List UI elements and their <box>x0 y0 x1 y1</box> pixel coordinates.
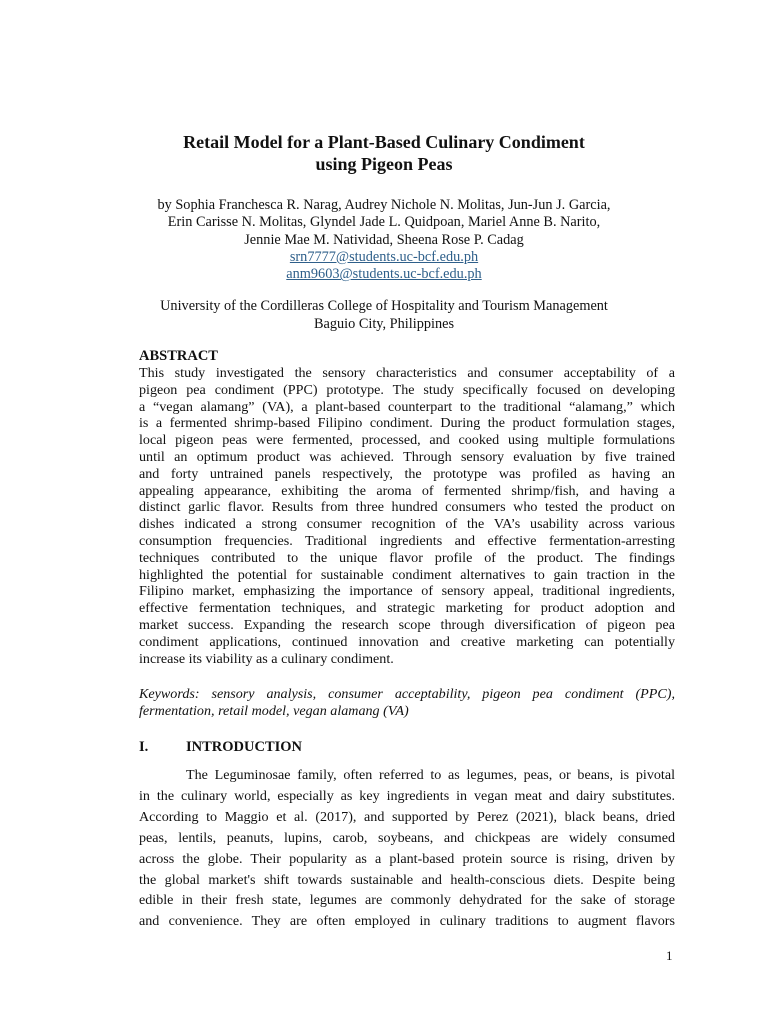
section-title: INTRODUCTION <box>186 739 303 755</box>
page-number: 1 <box>666 948 673 963</box>
intro-line: and convenience. They are often employed in culinary traditions to augment flavors <box>139 913 675 930</box>
abstract-line: and forty untrained panels respectively, the prototype was profiled as having an <box>139 465 675 482</box>
paper-title <box>0 131 768 175</box>
intro-line: The Leguminosae family, often referred to as legumes, peas, or beans, is pivotal <box>186 767 675 783</box>
abstract-heading: ABSTRACT <box>139 348 218 364</box>
abstract-line <box>139 382 675 399</box>
abstract-body <box>139 365 675 667</box>
section-heading-introduction <box>139 739 675 756</box>
abstract-line: effective fermentation techniques, and strategic marketing for product adoption and <box>139 600 675 617</box>
author-line-3: Jennie Mae M. Natividad, Sheena Rose P. Cadag <box>244 231 524 248</box>
keywords-line-2: fermentation, retail model, vegan alamang (VA) <box>139 703 409 719</box>
abstract-line: distinct garlic flavor. Results from three hundred consumers who tested the product on <box>139 499 675 516</box>
email-link-2[interactable]: anm9603@students.uc-bcf.edu.ph <box>286 266 482 283</box>
abstract-line: appealing appearance, exhibiting the aroma of fermented shrimp/fish, and having a <box>139 482 675 499</box>
email-link-1[interactable]: srn7777@students.uc-bcf.edu.ph <box>289 248 479 265</box>
intro-line: According to Maggio et al. (2017), and supported by Perez (2021), black beans, dried <box>139 808 675 825</box>
abstract-line: condiment applications, continued innovation and creative marketing can potentially <box>139 633 675 650</box>
abstract-line: This study investigated the sensory characteristics and consumer acceptability of a <box>139 365 675 381</box>
introduction-body <box>139 765 675 932</box>
author-line-1: by Sophia Franchesca R. Narag, Audrey Nichole N. Molitas, Jun-Jun J. Garcia, <box>157 197 611 213</box>
abstract-line: is a fermented shrimp-based Filipino condiment. During the product formulation stages, <box>139 415 675 432</box>
intro-line: edible in their fresh state, legumes are commonly dehydrated for the sake of storage <box>139 892 675 909</box>
section-number: I. <box>139 739 149 755</box>
affiliation-line-1: University of the Cordilleras College of Hospitality and Tourism Management <box>160 298 608 314</box>
abstract-line: Filipino market, emphasizing the importance of sensory appeal, traditional ingredients, <box>139 583 675 600</box>
keywords-block <box>139 686 675 720</box>
abstract-line: techniques contributed to the unique flavor profile of the product. The findings <box>139 549 675 566</box>
title-line-2: using Pigeon Peas <box>315 154 453 174</box>
author-block <box>0 197 768 283</box>
abstract-line: a “vegan alamang” (VA), a plant-based counterpart to the traditional “alamang,” which <box>139 398 675 415</box>
abstract-line: dishes indicated a strong consumer recognition of the VA’s usability across various <box>139 516 675 533</box>
intro-line: across the globe. Their popularity as a plant-based protein source is rising, driven by <box>139 850 675 867</box>
keywords-line-1: Keywords: sensory analysis, consumer acceptability, pigeon pea condiment (PPC), <box>139 686 675 702</box>
abstract-line-segment: pigeon pea condiment (PPC) prototype. The study specifically focused on developing <box>139 381 675 398</box>
abstract-line: highlighted the potential for sustainable condiment alternatives to gain traction in the <box>139 566 675 583</box>
affiliation-block <box>0 298 768 333</box>
author-line-2: Erin Carisse N. Molitas, Glyndel Jade L. Quidpoan, Mariel Anne B. Narito, <box>167 214 601 231</box>
intro-line: peas, lentils, peanuts, lupins, carob, soybeans, and chickpeas are widely consumed <box>139 829 675 846</box>
abstract-line: local pigeon peas were fermented, processed, and cooked using multiple formulations <box>139 432 675 449</box>
title-line-1: Retail Model for a Plant-Based Culinary Condiment <box>183 132 585 152</box>
abstract-line: market success. Expanding the research scope through diversification of pigeon pea <box>139 616 675 633</box>
abstract-line: until an optimum product was achieved. Through sensory evaluation by five trained <box>139 448 675 465</box>
intro-line: the global market's shift towards sustainable and health-conscious diets. Despite being <box>139 871 675 888</box>
abstract-line: consumption frequencies. Traditional ingredients and effective fermentation-arresting <box>139 532 675 549</box>
affiliation-line-2: Baguio City, Philippines <box>313 315 455 332</box>
intro-line: in the culinary world, especially as key ingredients in vegan meat and dairy substitutes. <box>139 787 675 804</box>
abstract-line: increase its viability as a culinary condiment. <box>139 650 394 667</box>
